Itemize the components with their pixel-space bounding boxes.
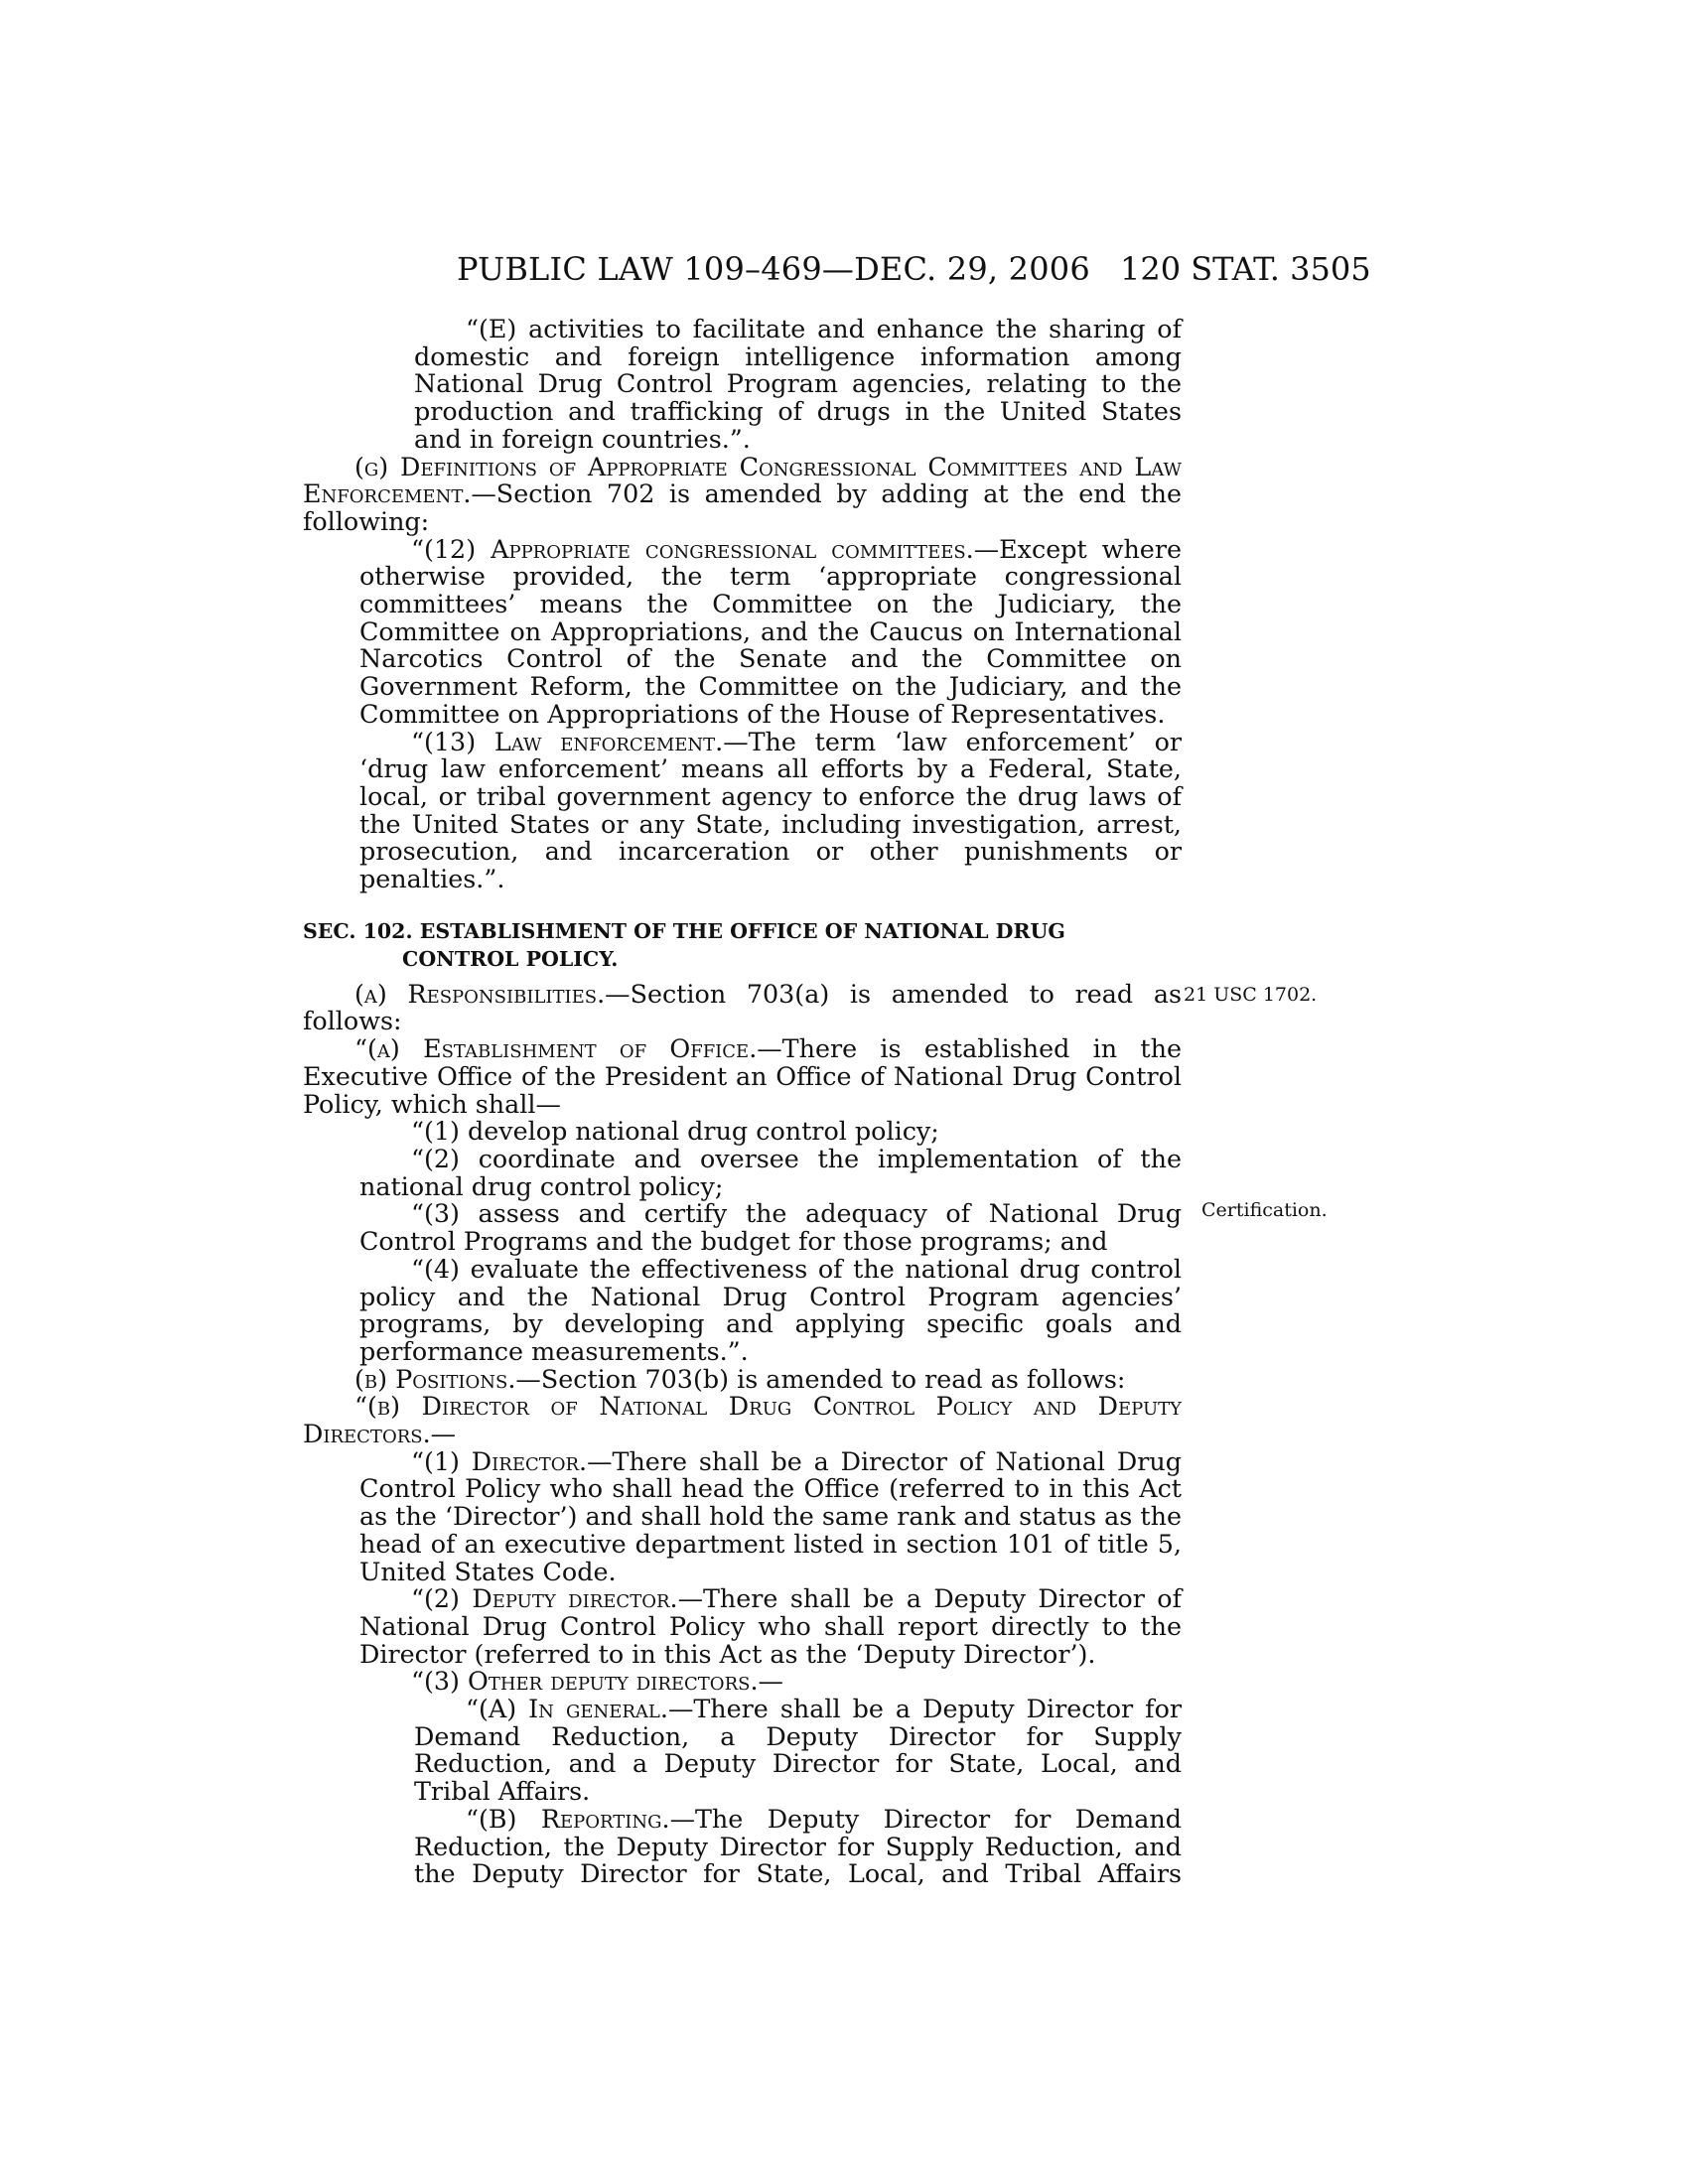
running-header	[0, 250, 1688, 290]
text-a: —Section 703(a) is amended to read as follows:	[303, 978, 1182, 1036]
paragraph-1: “(1) develop national drug control policy;	[411, 1116, 939, 1147]
text-reporting: —The Deputy Director for Demand Reduction, the Deputy Director for Supply Reduction, and the Deputy Director for State, Local, and Tribal Affairs	[414, 1803, 1183, 1889]
section-heading-102: SEC. 102. ESTABLISHMENT OF THE OFFICE OF NATIONAL DRUG CONTROL POLICY.	[303, 918, 1065, 971]
text-deputy-director: —There shall be a Deputy Director of National Drug Control Policy who shall report directly to the Director (referred to in this Act as the ‘Deputy Director’).	[359, 1583, 1182, 1669]
paragraph-deputy-director	[303, 1585, 1182, 1668]
heading-in-general: “(A) In general.	[466, 1694, 668, 1724]
text-g: —Section 702 is amended by adding at the end the following:	[303, 478, 1182, 536]
paragraph-a	[303, 978, 1182, 1036]
paragraph-reporting	[303, 1803, 1183, 1889]
paragraph-e: “(E) activities to facilitate and enhance the sharing of domestic and foreign intelligence information among National Drug Control Program agencies, relating to the production and trafficking of drugs in the United States and in foreign countries.”.	[414, 314, 1182, 454]
heading-b: (b) Positions.	[354, 1363, 516, 1394]
text-in-general: —There shall be a Deputy Director for Demand Reduction, a Deputy Director for Supply Reduction, and a Deputy Director for State, Local, and Tribal Affairs.	[414, 1694, 1182, 1807]
heading-13: “(13) Law enforcement.	[411, 726, 724, 756]
text-12: —Except where otherwise provided, the term ‘appropriate congressional committees’ means the Committee on the Judiciary, the Committee on Appropriations, and the Caucus on International Narcotics Control of the Senate and the Committee on Government Reform, the Committee on the Judiciary, and the Committee on Appropriations of the House of Representatives.	[359, 533, 1182, 729]
margin-note-certification: Certification.	[1201, 1199, 1328, 1221]
paragraph-director	[303, 1445, 1182, 1586]
heading-12: “(12) Appropriate congressional committees.	[411, 533, 974, 564]
paragraph-quoted-b	[303, 1393, 1182, 1447]
header-stat-page: 120 STAT. 3505	[1120, 250, 1371, 288]
heading-other-deputy-directors: “(3) Other deputy directors.	[411, 1666, 759, 1697]
text-b: —Section 703(b) is amended to read as follows:	[515, 1363, 1126, 1394]
paragraph-3: “(3) assess and certify the adequacy of National Drug Control Programs and the budget for those programs; and	[359, 1198, 1182, 1257]
heading-deputy-director: “(2) Deputy director.	[411, 1583, 678, 1614]
paragraph-g	[303, 451, 1182, 536]
text-quoted-b: —	[430, 1419, 457, 1449]
paragraph-4: “(4) evaluate the effectiveness of the national drug control policy and the National Drug Control Program agencies’ programs, by developing and applying specific goals and performance measurements.”.	[359, 1253, 1182, 1366]
heading-g: (g) Definitions of Appropriate Congressional Committees and Law Enforcement.	[303, 451, 1182, 509]
header-title: PUBLIC LAW 109–469—DEC. 29, 2006	[457, 250, 1090, 288]
paragraph-quoted-a	[303, 1035, 1182, 1118]
text-director: —There shall be a Director of National Drug Control Policy who shall head the Office (referred to in this Act as the ‘Director’) and shall hold the same rank and status as the head of an executive department listed in section 101 of title 5, United States Code.	[359, 1445, 1182, 1586]
heading-director: “(1) Director.	[411, 1445, 588, 1476]
paragraph-other-deputy-directors	[303, 1668, 1182, 1696]
text-other-deputy-directors: —	[758, 1666, 783, 1697]
margin-note-usc: 21 USC 1702.	[1184, 984, 1318, 1006]
text-quoted-a: —There is established in the Executive Office of the President an Office of National Drug Control Policy, which shall—	[303, 1033, 1182, 1119]
heading-a: (a) Responsibilities.	[354, 978, 606, 1009]
heading-quoted-a: “(a) Establishment of Office.	[354, 1033, 758, 1064]
paragraph-12	[303, 533, 1182, 729]
paragraph-b	[303, 1363, 1182, 1394]
heading-reporting: “(B) Reporting.	[466, 1803, 670, 1834]
heading-quoted-b: “(b) Director of National Drug Control Policy and Deputy Directors.	[303, 1391, 1182, 1449]
paragraph-2: “(2) coordinate and oversee the implementation of the national drug control policy;	[359, 1143, 1182, 1201]
paragraph-in-general	[303, 1696, 1182, 1806]
paragraph-13	[303, 726, 1182, 894]
text-13: —The term ‘law enforcement’ or ‘drug law enforcement’ means all efforts by a Federal, State, local, or tribal government agency to enforce the drug laws of the United States or any State, including investigation, arrest, prosecution, and incarceration or other punishments or penalties.”.	[359, 726, 1182, 894]
document-body	[303, 316, 1182, 1888]
